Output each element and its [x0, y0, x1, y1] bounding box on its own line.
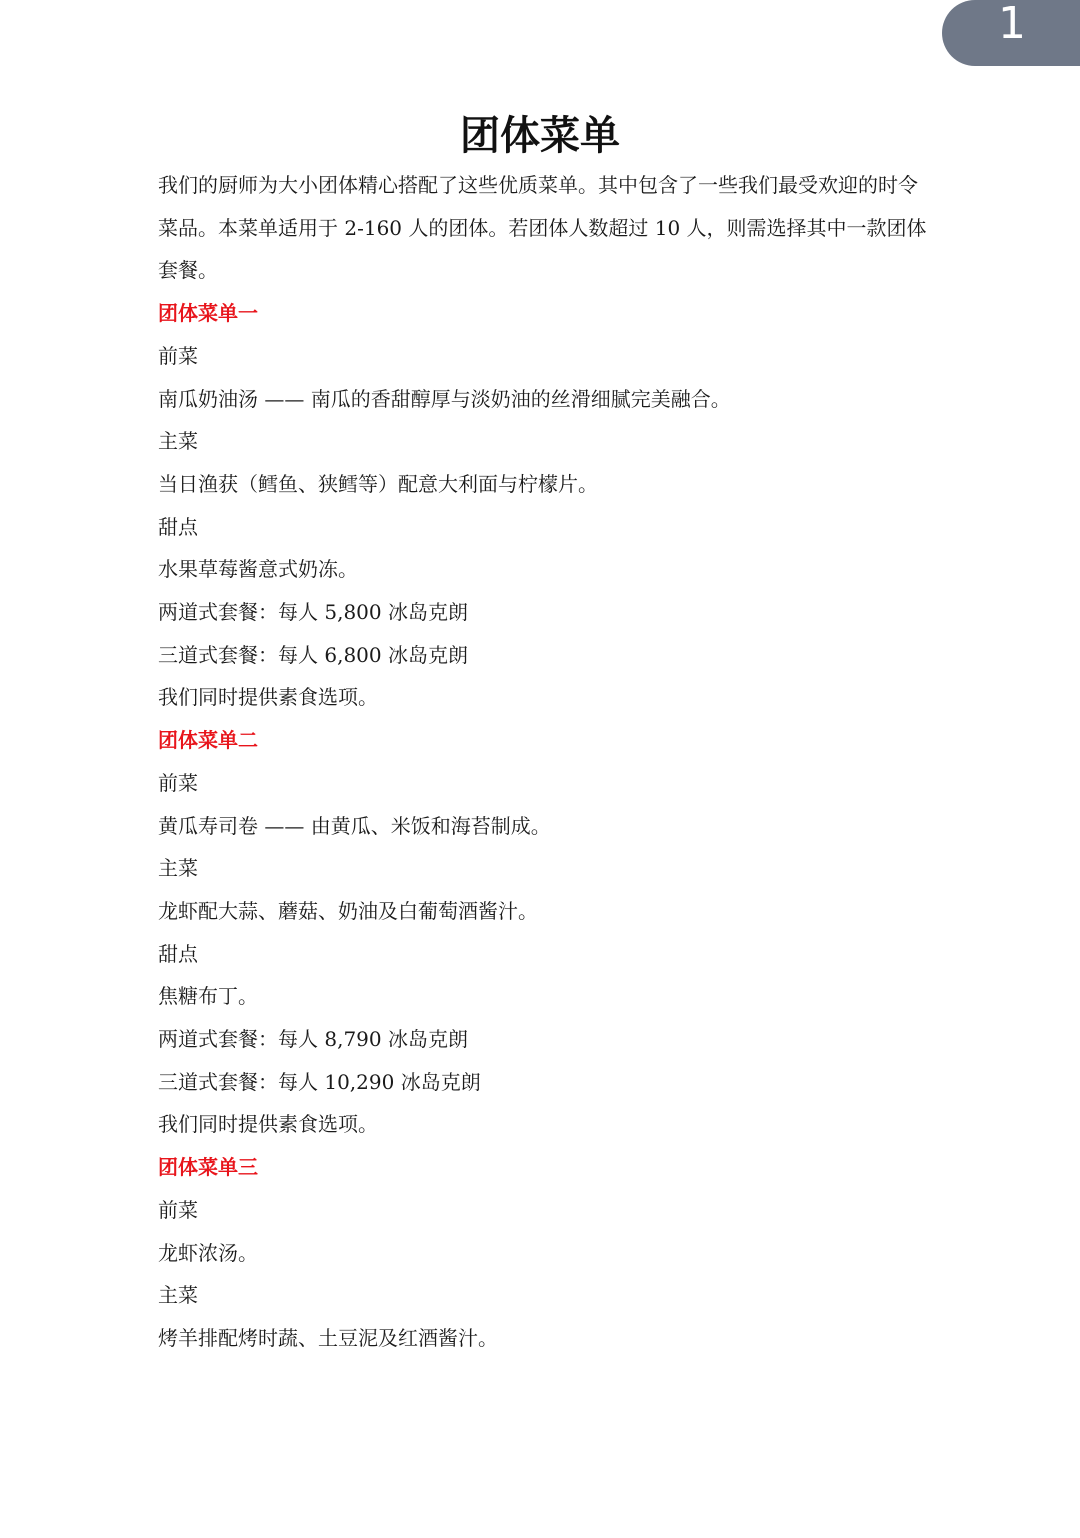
- three-course-price: 三道式套餐：每人 10,290 冰岛克朗: [158, 1069, 481, 1094]
- menu-section-2: [158, 719, 928, 1146]
- menu-section-1: [158, 292, 928, 719]
- main-label: 主菜: [158, 429, 198, 454]
- menu-section-3: [158, 1146, 928, 1360]
- two-course-price: 两道式套餐：每人 8,790 冰岛克朗: [158, 1027, 468, 1052]
- page-number-badge: 1: [942, 0, 1080, 66]
- main-dish: 龙虾配大蒜、蘑菇、奶油及白葡萄酒酱汁。: [158, 898, 538, 923]
- starter-label: 前菜: [158, 770, 198, 795]
- intro-paragraph: 我们的厨师为大小团体精心搭配了这些优质菜单。其中包含了一些我们最受欢迎的时令菜品。本菜单适用于 2-160 人的团体。若团体人数超过 10 人，则需选择其中一款团体套餐。: [158, 173, 927, 283]
- dessert-dish: 焦糖布丁。: [158, 984, 258, 1009]
- starter-label: 前菜: [158, 343, 198, 368]
- starter-dish: 黄瓜寿司卷 —— 由黄瓜、米饭和海苔制成。: [158, 813, 551, 838]
- starter-label: 前菜: [158, 1197, 198, 1222]
- document-title: 团体菜单: [460, 113, 620, 159]
- main-dish: 烤羊排配烤时蔬、土豆泥及红酒酱汁。: [158, 1325, 498, 1350]
- dessert-label: 甜点: [158, 514, 198, 539]
- starter-dish: 龙虾浓汤。: [158, 1240, 258, 1265]
- main-label: 主菜: [158, 856, 198, 881]
- dessert-label: 甜点: [158, 941, 198, 966]
- three-course-price: 三道式套餐：每人 6,800 冰岛克朗: [158, 642, 468, 667]
- menu-heading: 团体菜单一: [158, 301, 258, 326]
- dessert-dish: 水果草莓酱意式奶冻。: [158, 557, 358, 582]
- vegetarian-note: 我们同时提供素食选项。: [158, 685, 378, 710]
- document-body: [158, 164, 928, 1360]
- menu-heading: 团体菜单三: [158, 1155, 258, 1180]
- menu-heading: 团体菜单二: [158, 728, 258, 753]
- vegetarian-note: 我们同时提供素食选项。: [158, 1112, 378, 1137]
- main-label: 主菜: [158, 1283, 198, 1308]
- main-dish: 当日渔获（鳕鱼、狭鳕等）配意大利面与柠檬片。: [158, 471, 598, 496]
- two-course-price: 两道式套餐：每人 5,800 冰岛克朗: [158, 600, 468, 625]
- starter-dish: 南瓜奶油汤 —— 南瓜的香甜醇厚与淡奶油的丝滑细腻完美融合。: [158, 386, 731, 411]
